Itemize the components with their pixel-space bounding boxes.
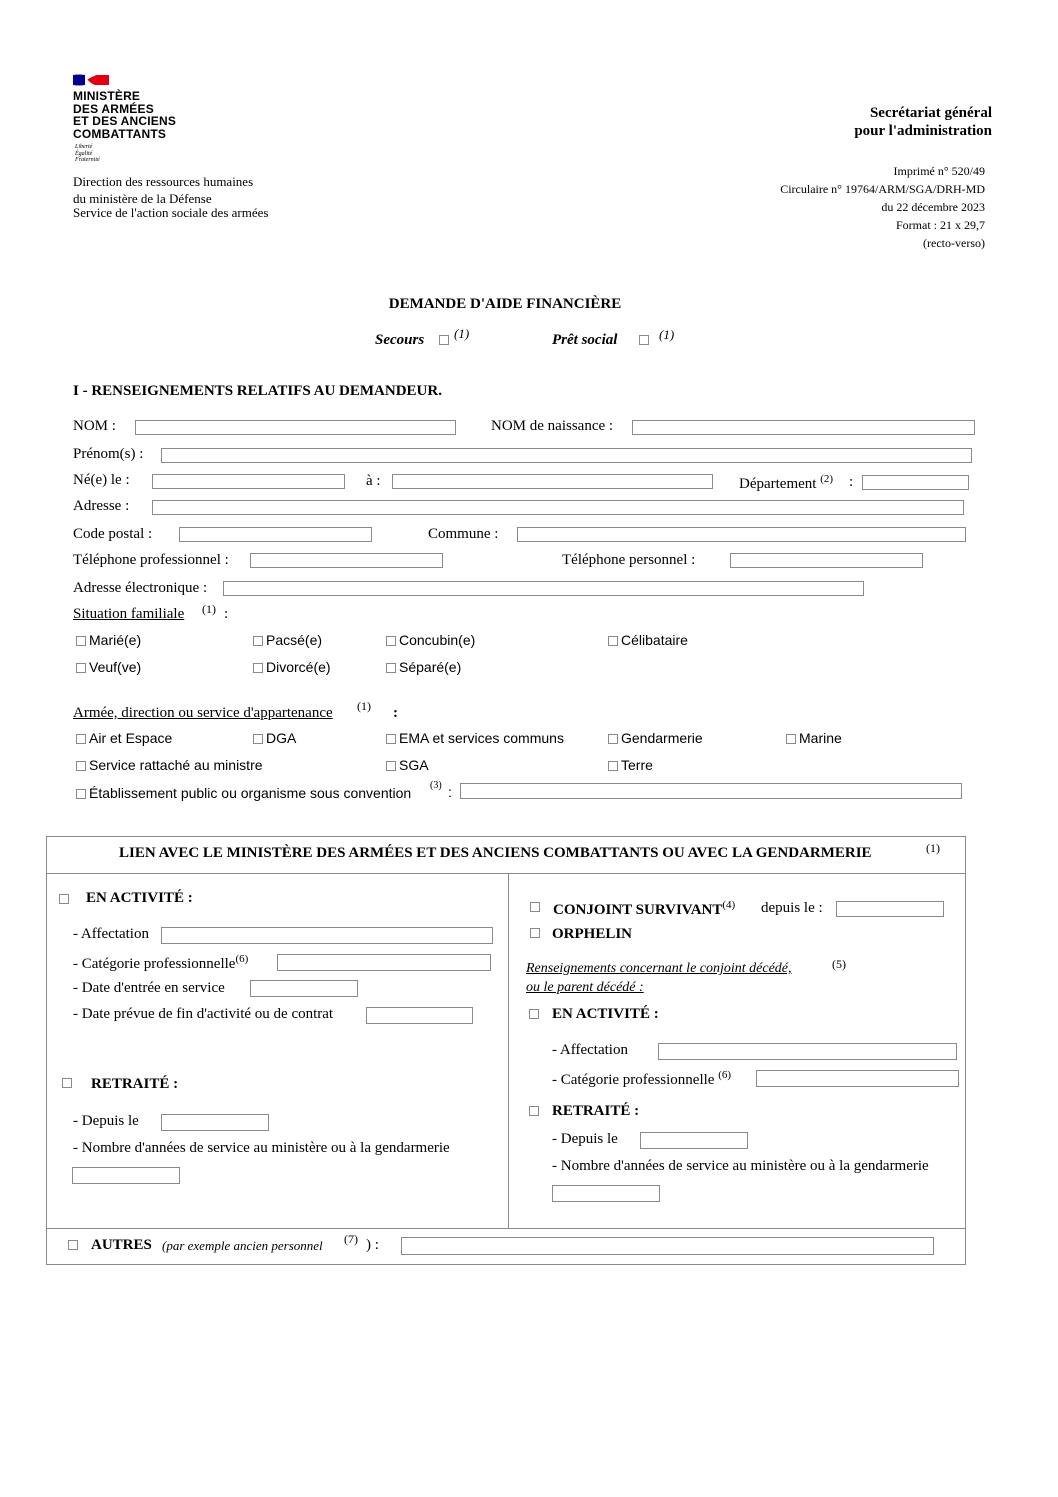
checkbox[interactable]: [76, 789, 86, 799]
departement-field[interactable]: [862, 475, 969, 490]
option-sga[interactable]: [386, 757, 429, 773]
checkbox[interactable]: [608, 636, 618, 646]
checkbox[interactable]: [76, 663, 86, 673]
departement-colon: :: [849, 474, 854, 490]
secretariat-line: Secrétariat général: [869, 105, 992, 121]
commune-label: Commune :: [428, 526, 499, 542]
autres-end: ) :: [366, 1237, 379, 1253]
option-terre[interactable]: [608, 757, 653, 773]
option-label: Service rattaché au ministre: [89, 757, 263, 773]
motto-line: Égalité: [75, 150, 93, 157]
date-fin-label: - Date prévue de fin d'activité ou de contrat: [73, 1006, 334, 1022]
ministry-line: ET DES ANCIENS: [73, 114, 177, 128]
option-etablissement[interactable]: [76, 785, 411, 801]
checkbox[interactable]: [386, 636, 396, 646]
secretariat-line: pour l'administration: [854, 123, 992, 139]
email-label: Adresse électronique :: [73, 580, 208, 596]
option-label: Veuf(ve): [89, 659, 142, 675]
annees-label: - Nombre d'années de service au ministère ou à la gendarmerie: [73, 1140, 450, 1156]
depuis-label: - Depuis le: [73, 1113, 139, 1129]
pret-social-note: (1): [659, 327, 675, 342]
option-marie[interactable]: [76, 632, 141, 648]
categorie-field[interactable]: [277, 954, 491, 971]
situation-label: [73, 606, 184, 623]
checkbox[interactable]: [608, 734, 618, 744]
option-label: Air et Espace: [89, 730, 173, 746]
renseignements-line2: ou le parent décédé :: [526, 980, 644, 995]
defunt-categorie-note: (6): [718, 1069, 732, 1081]
defunt-depuis-field[interactable]: [640, 1132, 748, 1149]
commune-field[interactable]: [517, 527, 966, 542]
email-field[interactable]: [223, 581, 864, 596]
conjoint-note: (4): [722, 899, 736, 911]
date-entree-field[interactable]: [250, 980, 358, 997]
option-marine[interactable]: [786, 730, 842, 746]
form-title: DEMANDE D'AIDE FINANCIÈRE: [388, 296, 622, 312]
ne-le-label: Né(e) le :: [73, 472, 130, 488]
option-separe[interactable]: [386, 659, 461, 675]
armee-text: Armée, direction ou service d'appartenance: [73, 705, 333, 721]
option-veuf[interactable]: [76, 659, 141, 675]
defunt-activite-checkbox[interactable]: [529, 1009, 539, 1019]
ministry-line: DES ARMÉES: [73, 101, 154, 116]
conjoint-label: [553, 899, 735, 919]
option-label: SGA: [399, 757, 429, 773]
departement-note: (2): [820, 473, 834, 485]
armee-note: (1): [357, 699, 371, 713]
checkbox[interactable]: [608, 761, 618, 771]
defunt-affectation-field[interactable]: [658, 1043, 957, 1060]
defunt-retraite-checkbox[interactable]: [529, 1106, 539, 1116]
ministry-line: MINISTÈRE: [73, 89, 141, 103]
issuer-block: [73, 174, 268, 222]
reference-line: Format : 21 x 29,7: [896, 218, 985, 232]
autres-label: AUTRES: [91, 1237, 152, 1253]
checkbox[interactable]: [253, 734, 263, 744]
checkbox[interactable]: [386, 663, 396, 673]
tel-pro-field[interactable]: [250, 553, 443, 568]
option-label: Établissement public ou organisme sous convention: [89, 785, 412, 801]
defunt-categorie-text: - Catégorie professionnelle: [552, 1072, 715, 1088]
armee-colon: :: [393, 705, 398, 721]
section-heading: I - RENSEIGNEMENTS RELATIFS AU DEMANDEUR.: [73, 383, 442, 399]
autres-checkbox[interactable]: [68, 1240, 78, 1250]
autres-field[interactable]: [401, 1237, 934, 1255]
code-postal-label: Code postal :: [73, 526, 153, 542]
departement-label: [739, 473, 833, 493]
issuer-line: du ministère de la Défense: [73, 190, 212, 206]
lien-heading: LIEN AVEC LE MINISTÈRE DES ARMÉES ET DES ANCIENS COMBATTANTS OU AVEC LA GENDARMERIE: [119, 845, 872, 861]
affectation-field[interactable]: [161, 927, 493, 944]
option-gendarmerie[interactable]: [608, 730, 703, 746]
option-label: Marine: [799, 730, 842, 746]
option-concubin[interactable]: [386, 632, 475, 648]
renseignements-note: (5): [832, 957, 846, 971]
tel-pro-label: Téléphone professionnel :: [73, 552, 229, 568]
defunt-annees-label: - Nombre d'années de service au ministère ou à la gendarmerie: [552, 1158, 929, 1174]
secours-note: (1): [454, 326, 470, 341]
secours-checkbox[interactable]: [439, 335, 449, 345]
departement-text: Département: [739, 476, 817, 492]
checkbox[interactable]: [76, 761, 86, 771]
orphelin-label: ORPHELIN: [552, 926, 633, 942]
ministry-line: COMBATTANTS: [73, 126, 167, 141]
conjoint-text: CONJOINT SURVIVANT: [553, 902, 723, 918]
checkbox[interactable]: [76, 734, 86, 744]
secours-label: Secours: [375, 332, 425, 348]
reference-line: Imprimé n° 520/49: [893, 164, 985, 178]
checkbox[interactable]: [386, 734, 396, 744]
autres-note: (7): [344, 1232, 358, 1246]
option-dga[interactable]: [253, 730, 296, 746]
checkbox[interactable]: [253, 636, 263, 646]
code-postal-field[interactable]: [179, 527, 372, 542]
option-ema[interactable]: [386, 730, 564, 746]
reference-line: du 22 décembre 2023: [881, 200, 985, 214]
etablissement-field[interactable]: [460, 783, 962, 799]
defunt-categorie-field[interactable]: [756, 1070, 959, 1087]
conjoint-checkbox[interactable]: [530, 902, 540, 912]
lien-header-divider: [46, 873, 966, 874]
renseignements-line1: Renseignements concernant le conjoint décédé,: [526, 961, 792, 976]
option-air-espace[interactable]: [76, 730, 172, 746]
tel-perso-field[interactable]: [730, 553, 923, 568]
categorie-note: (6): [235, 953, 249, 965]
situation-text: Situation familiale: [73, 606, 185, 622]
tel-perso-label: Téléphone personnel :: [562, 552, 696, 568]
date-naissance-field[interactable]: [152, 474, 345, 489]
lieu-label: à :: [366, 473, 381, 489]
retraite-label: RETRAITÉ :: [91, 1076, 179, 1092]
conjoint-depuis-label: depuis le :: [761, 900, 823, 916]
etablissement-note: (3): [430, 780, 442, 791]
secretariat-title: [854, 104, 992, 140]
option-label: Marié(e): [89, 632, 142, 648]
prenoms-label: Prénom(s) :: [73, 446, 144, 462]
pret-social-label: Prêt social: [552, 332, 618, 348]
option-label: Concubin(e): [399, 632, 476, 648]
issuer-line: Direction des ressources humaines: [73, 174, 254, 189]
activite-checkbox[interactable]: [59, 894, 69, 904]
reference-line: (recto-verso): [923, 236, 985, 250]
lien-heading-note: (1): [926, 841, 940, 855]
adresse-label: Adresse :: [73, 498, 130, 514]
option-label: DGA: [266, 730, 297, 746]
option-label: Gendarmerie: [621, 730, 703, 746]
armee-label: [73, 705, 333, 722]
option-label: Séparé(e): [399, 659, 462, 675]
orphelin-checkbox[interactable]: [530, 928, 540, 938]
option-label: EMA et services communs: [399, 730, 564, 746]
defunt-categorie-label: [552, 1069, 731, 1089]
ministry-logo: [73, 74, 193, 170]
lieu-naissance-field[interactable]: [392, 474, 713, 489]
situation-colon: :: [224, 606, 229, 622]
motto-line: Fraternité: [75, 157, 100, 163]
issuer-line: Service de l'action sociale des armées: [73, 205, 269, 220]
option-service-ministre[interactable]: [76, 757, 263, 773]
option-label: Divorcé(e): [266, 659, 331, 675]
categorie-text: - Catégorie professionnelle: [73, 956, 236, 972]
conjoint-depuis-field[interactable]: [836, 901, 944, 917]
affectation-label: - Affectation: [73, 926, 149, 942]
categorie-label: [73, 953, 248, 973]
motto-line: Liberté: [75, 144, 93, 150]
lien-column-divider: [508, 873, 509, 1228]
checkbox[interactable]: [76, 636, 86, 646]
french-flag-icon: [73, 74, 109, 86]
nom-naissance-label: NOM de naissance :: [491, 418, 614, 434]
adresse-field[interactable]: [152, 500, 964, 515]
option-divorce[interactable]: [253, 659, 331, 675]
option-label: Pacsé(e): [266, 632, 323, 648]
checkbox[interactable]: [253, 663, 263, 673]
option-pacse[interactable]: [253, 632, 322, 648]
situation-note: (1): [202, 602, 216, 616]
defunt-affectation-label: - Affectation: [552, 1042, 628, 1058]
defunt-annees-field[interactable]: [552, 1185, 660, 1202]
defunt-retraite-label: RETRAITÉ :: [552, 1103, 640, 1119]
checkbox[interactable]: [786, 734, 796, 744]
depuis-field[interactable]: [161, 1114, 269, 1131]
date-fin-field[interactable]: [366, 1007, 473, 1024]
nom-label: NOM :: [73, 418, 116, 434]
autres-example: (par exemple ancien personnel: [162, 1238, 323, 1253]
option-celibataire[interactable]: [608, 632, 688, 648]
nom-naissance-field[interactable]: [632, 420, 975, 435]
annees-field[interactable]: [72, 1167, 180, 1184]
defunt-depuis-label: - Depuis le: [552, 1131, 618, 1147]
reference-line: Circulaire n° 19764/ARM/SGA/DRH-MD: [780, 182, 985, 196]
nom-field[interactable]: [135, 420, 456, 435]
checkbox[interactable]: [386, 761, 396, 771]
retraite-checkbox[interactable]: [62, 1078, 72, 1088]
form-reference: [780, 162, 985, 252]
lien-footer-divider: [46, 1228, 966, 1229]
defunt-activite-label: EN ACTIVITÉ :: [552, 1006, 659, 1022]
pret-social-checkbox[interactable]: [639, 335, 649, 345]
option-label: Célibataire: [621, 632, 688, 648]
date-entree-label: - Date d'entrée en service: [73, 980, 225, 996]
activite-label: EN ACTIVITÉ :: [86, 890, 193, 906]
etablissement-colon: :: [448, 784, 452, 800]
prenoms-field[interactable]: [161, 448, 972, 463]
option-label: Terre: [621, 757, 653, 773]
